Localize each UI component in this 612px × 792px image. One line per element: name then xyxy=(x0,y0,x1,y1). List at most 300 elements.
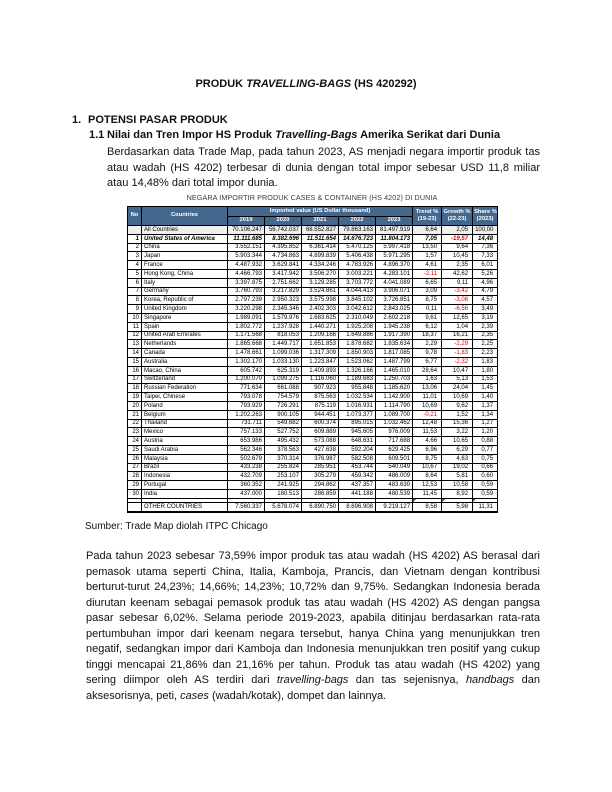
cell-country: Australia xyxy=(142,357,228,366)
cell-share: 1,37 xyxy=(473,401,498,410)
cell-year-value: 495.432 xyxy=(265,437,302,446)
section-heading xyxy=(72,114,228,126)
cell-year-value: 818.053 xyxy=(265,331,302,340)
intro-paragraph xyxy=(107,145,540,192)
cell-year-value: 437.357 xyxy=(339,481,376,490)
cell-growth: 1,04 xyxy=(442,322,473,331)
cell-year-value: 907.923 xyxy=(302,384,339,393)
italic-text-run: travelling-bags xyxy=(276,674,349,686)
cell-year-value: 875.563 xyxy=(302,393,339,402)
cell-year-value: 793.929 xyxy=(228,401,265,410)
cell-growth: 15,36 xyxy=(442,419,473,428)
table-row xyxy=(128,287,498,296)
cell-no: 22 xyxy=(128,419,142,428)
col-header-share xyxy=(473,207,498,226)
cell-year-value: 3.042.612 xyxy=(339,305,376,314)
cell-year-value: 253.107 xyxy=(265,472,302,481)
cell-year-value: 3.217.829 xyxy=(265,287,302,296)
cell-share: 0,60 xyxy=(473,472,498,481)
cell-country: Italy xyxy=(142,278,228,287)
cell-country: Macao, China xyxy=(142,366,228,375)
cell-share: 1,83 xyxy=(473,357,498,366)
cell-no xyxy=(128,503,142,512)
section-heading-label: POTENSI PASAR PRODUK xyxy=(88,114,228,126)
cell-no: 30 xyxy=(128,489,142,498)
cell-year-value: 5.971.295 xyxy=(376,252,413,261)
table-row xyxy=(128,322,498,331)
cell-year-value: 2.345.346 xyxy=(265,305,302,314)
cell-year-value: 1.032.462 xyxy=(376,419,413,428)
cell-year-value: 976.009 xyxy=(376,428,413,437)
col-header-countries: Countries xyxy=(142,207,228,226)
cell-growth: 4,63 xyxy=(442,454,473,463)
cell-year-value: 2.310.049 xyxy=(339,313,376,322)
cell-year-value: 3.220.298 xyxy=(228,305,265,314)
cell-year-value: 1.250.703 xyxy=(376,375,413,384)
cell-growth: -6,56 xyxy=(442,305,473,314)
cell-country: China xyxy=(142,243,228,252)
cell-trend: 10,69 xyxy=(413,401,442,410)
cell-year-value: 1.649.886 xyxy=(339,331,376,340)
cell-year-value: 1.116.060 xyxy=(302,375,339,384)
cell-year-value: 2.950.323 xyxy=(265,296,302,305)
cell-share: 100,00 xyxy=(473,226,498,235)
cell-year-value: 1.989.091 xyxy=(228,313,265,322)
cell-no: 2 xyxy=(128,243,142,252)
cell-year-value: 305.279 xyxy=(302,472,339,481)
table-row xyxy=(128,278,498,287)
table-row xyxy=(128,419,498,428)
cell-share: 3,49 xyxy=(473,305,498,314)
cell-year-value: 4.487.932 xyxy=(228,261,265,270)
italic-text-run: TRAVELLING-BAGS xyxy=(246,78,352,90)
cell-share: 4,96 xyxy=(473,278,498,287)
cell-growth: 10,58 xyxy=(442,481,473,490)
cell-no: 21 xyxy=(128,410,142,419)
cell-year-value: 1.683.625 xyxy=(302,313,339,322)
cell-country: Canada xyxy=(142,349,228,358)
cell-year-value: 1.523.062 xyxy=(339,357,376,366)
cell-year-value: 378.563 xyxy=(265,445,302,454)
cell-trend: 13,50 xyxy=(413,243,442,252)
cell-share: 14,48 xyxy=(473,234,498,243)
cell-year-value: 1.878.682 xyxy=(339,340,376,349)
cell-year-value: 562.346 xyxy=(228,445,265,454)
cell-year-value: 427.638 xyxy=(302,445,339,454)
table-row xyxy=(128,463,498,472)
cell-country: Belgium xyxy=(142,410,228,419)
cell-year-value: 79.863.163 xyxy=(339,226,376,235)
cell-growth: 10,65 xyxy=(442,437,473,446)
cell-year-value: 900.105 xyxy=(265,410,302,419)
cell-trend: 11,45 xyxy=(413,489,442,498)
cell-share: 0,88 xyxy=(473,437,498,446)
cell-year-value: 56.742.037 xyxy=(265,226,302,235)
table-row xyxy=(128,454,498,463)
cell-trend: 0,11 xyxy=(413,305,442,314)
text-run: Pada tahun 2023 sebesar 73,59% impor produk tas atau wadah (HS 4202) AS berasal dari pemasok utama seperti China, Italia, Kamboja, Prancis, dan Vietnam dengan kontribusi berturut-turut 24,23%; 14,66%; 14,23%; 10,72% dan 9,75%. Sedangkan Indonesia berada diurutan keenam sebagai pemasok produk tas atau wadah (HS 4202) AS dengan pangsa pasar sebesar 6,02%. Selama periode 2019-2023, apabila ditinjau berdasarkan rata-rata pertumbuhan impor dari keenam negara tersebut, hanya China yang menunjukkan tren negatif, sedangkan impor dari Kamboja dan Indonesia menunjukkan tren positif yang cukup tinggi mencapai 21,86% dan 21,16% per tahun. Produk tas atau wadah (HS 4202) yang sering diimpor oleh AS terdiri dari xyxy=(86,550,540,686)
cell-year-value: 582.508 xyxy=(339,454,376,463)
cell-year-value: 1.487.799 xyxy=(376,357,413,366)
cell-year-value: 3.552.151 xyxy=(228,243,265,252)
cell-year-value: 3.703.772 xyxy=(339,278,376,287)
cell-year-value: 437.000 xyxy=(228,489,265,498)
cell-year-value: 3.417.942 xyxy=(265,269,302,278)
cell-year-value: 1.478.661 xyxy=(228,349,265,358)
cell-year-value: 1.073.377 xyxy=(339,410,376,419)
text-run: Berdasarkan data Trade Map, pada tahun 2023, AS menjadi negara importir produk tas atau wadah (HS 4202) terbesar di dunia dengan total impor sebesar USD 11,8 miliar atau 14,48% dari total impor dunia. xyxy=(107,146,540,189)
cell-year-value: 1.237.928 xyxy=(265,322,302,331)
cell-year-value: 3.845.102 xyxy=(339,296,376,305)
cell-year-value: 453.744 xyxy=(339,463,376,472)
analysis-paragraph xyxy=(86,549,540,704)
cell-share: 0,75 xyxy=(473,454,498,463)
cell-no: 13 xyxy=(128,340,142,349)
cell-trend: 11,53 xyxy=(413,428,442,437)
cell-year-value: 1.189.683 xyxy=(339,375,376,384)
cell-year-value: 81.497.919 xyxy=(376,226,413,235)
cell-growth: 2,05 xyxy=(442,226,473,235)
cell-no: 16 xyxy=(128,366,142,375)
cell-growth: -1,83 xyxy=(442,349,473,358)
cell-country: OTHER COUNTRIES xyxy=(142,503,228,512)
cell-year-value: 376.987 xyxy=(302,454,339,463)
cell-share: 2,39 xyxy=(473,322,498,331)
cell-country: United States of America xyxy=(142,234,228,243)
cell-no: 11 xyxy=(128,322,142,331)
cell-year-value: 605.742 xyxy=(228,366,265,375)
cell-year-value: 4.395.852 xyxy=(265,243,302,252)
cell-year-value: 731.711 xyxy=(228,419,265,428)
cell-country: Thailand xyxy=(142,419,228,428)
cell-trend: 6,77 xyxy=(413,357,442,366)
cell-country: France xyxy=(142,261,228,270)
cell-no: 7 xyxy=(128,287,142,296)
cell-growth: -3,08 xyxy=(442,296,473,305)
cell-country: Russian Federation xyxy=(142,384,228,393)
import-table xyxy=(127,206,498,513)
cell-year-value: 955.848 xyxy=(339,384,376,393)
table-row xyxy=(128,503,498,512)
cell-year-value: 8.382.696 xyxy=(265,234,302,243)
cell-share: 3,19 xyxy=(473,313,498,322)
subsection-heading-label xyxy=(107,129,500,141)
cell-no: 18 xyxy=(128,384,142,393)
table-row xyxy=(128,393,498,402)
cell-no: 28 xyxy=(128,472,142,481)
cell-no: 24 xyxy=(128,437,142,446)
cell-country: Austria xyxy=(142,437,228,446)
table-row xyxy=(128,401,498,410)
cell-year-value: 1.142.900 xyxy=(376,393,413,402)
cell-no: 3 xyxy=(128,252,142,261)
text-run: Amerika Serikat dari Dunia xyxy=(357,129,501,141)
cell-year-value: 1.326.166 xyxy=(339,366,376,375)
cell-growth: 9,11 xyxy=(442,278,473,287)
cell-trend: 6,64 xyxy=(413,226,442,235)
table-row xyxy=(128,481,498,490)
text-run: dan tas sejenisnya, xyxy=(348,674,466,686)
cell-country: Indonesia xyxy=(142,472,228,481)
cell-trend: 8,58 xyxy=(413,503,442,512)
table-row xyxy=(128,269,498,278)
cell-growth: 16,21 xyxy=(442,331,473,340)
cell-trend: 8,75 xyxy=(413,296,442,305)
cell-year-value: 4.044.413 xyxy=(339,287,376,296)
cell-no: 4 xyxy=(128,261,142,270)
cell-growth: 6,29 xyxy=(442,445,473,454)
cell-year-value: 3.397.875 xyxy=(228,278,265,287)
cell-share: 1,34 xyxy=(473,410,498,419)
cell-growth: 2,35 xyxy=(442,261,473,270)
cell-year-value: 3.726.851 xyxy=(376,296,413,305)
col-header-year: 2022 xyxy=(339,217,376,226)
cell-growth: 10,45 xyxy=(442,252,473,261)
cell-share: 7,33 xyxy=(473,252,498,261)
import-table-head xyxy=(128,207,498,226)
cell-year-value: 1.817.085 xyxy=(376,349,413,358)
cell-no: 14 xyxy=(128,349,142,358)
cell-growth: 42,62 xyxy=(442,269,473,278)
text-run: Nilai dan Tren Impor HS Produk xyxy=(107,129,276,141)
cell-year-value: 1.440.271 xyxy=(302,322,339,331)
cell-year-value: 432.709 xyxy=(228,472,265,481)
cell-growth: 10,47 xyxy=(442,366,473,375)
cell-year-value: 5.470.125 xyxy=(339,243,376,252)
cell-trend: 1,63 xyxy=(413,375,442,384)
cell-no: 12 xyxy=(128,331,142,340)
cell-year-value: 4.899.839 xyxy=(302,252,339,261)
cell-year-value: 2.402.303 xyxy=(302,305,339,314)
cell-year-value: 3.906.071 xyxy=(376,287,413,296)
cell-share: 4,79 xyxy=(473,287,498,296)
cell-year-value: 754.579 xyxy=(265,393,302,402)
cell-year-value: 609.501 xyxy=(376,454,413,463)
italic-text-run: Travelling-Bags xyxy=(275,129,358,141)
cell-share: 6,01 xyxy=(473,261,498,270)
cell-growth: -19,57 xyxy=(442,234,473,243)
header-line: (22-23) xyxy=(447,216,467,222)
col-header-trend xyxy=(413,207,442,226)
table-row xyxy=(128,472,498,481)
table-row xyxy=(128,349,498,358)
text-run: (HS 420292) xyxy=(351,78,417,90)
cell-year-value: 793.078 xyxy=(228,393,265,402)
cell-year-value: 3.129.285 xyxy=(302,278,339,287)
cell-year-value: 1.802.772 xyxy=(228,322,265,331)
table-row xyxy=(128,384,498,393)
cell-no: 19 xyxy=(128,393,142,402)
cell-year-value: 486.009 xyxy=(376,472,413,481)
table-row xyxy=(128,313,498,322)
col-header-year: 2019 xyxy=(228,217,265,226)
cell-year-value: 945.605 xyxy=(339,428,376,437)
table-row xyxy=(128,357,498,366)
cell-no: 8 xyxy=(128,296,142,305)
cell-year-value: 875.119 xyxy=(302,401,339,410)
cell-year-value: 68.552.827 xyxy=(302,226,339,235)
cell-no: 17 xyxy=(128,375,142,384)
cell-trend: 6,12 xyxy=(413,322,442,331)
cell-share: 2,25 xyxy=(473,340,498,349)
cell-year-value: 1.033.130 xyxy=(265,357,302,366)
cell-year-value: 3.003.221 xyxy=(339,269,376,278)
cell-no: 9 xyxy=(128,305,142,314)
cell-growth: 8,92 xyxy=(442,489,473,498)
table-row xyxy=(128,410,498,419)
cell-no: 10 xyxy=(128,313,142,322)
cell-growth: 24,04 xyxy=(442,384,473,393)
cell-no: 27 xyxy=(128,463,142,472)
cell-year-value: 1.917.390 xyxy=(376,331,413,340)
cell-year-value: 1.223.847 xyxy=(302,357,339,366)
cell-year-value: 8.696.908 xyxy=(339,503,376,512)
table-row xyxy=(128,366,498,375)
cell-share: 4,57 xyxy=(473,296,498,305)
header-line: Share % xyxy=(474,208,497,215)
cell-year-value: 4.896.370 xyxy=(376,261,413,270)
header-line: Growth % xyxy=(443,208,471,215)
cell-year-value: 294.862 xyxy=(302,481,339,490)
cell-year-value: 1.317.309 xyxy=(302,349,339,358)
cell-year-value: 1.099.275 xyxy=(265,375,302,384)
page-title xyxy=(0,78,612,90)
cell-year-value: 3.575.998 xyxy=(302,296,339,305)
cell-trend: 9,61 xyxy=(413,313,442,322)
cell-country: All Countries xyxy=(142,226,228,235)
cell-year-value: 1.202.263 xyxy=(228,410,265,419)
cell-year-value: 1.651.853 xyxy=(302,340,339,349)
cell-year-value: 5.678.074 xyxy=(265,503,302,512)
cell-year-value: 11.804.173 xyxy=(376,234,413,243)
cell-year-value: 241.925 xyxy=(265,481,302,490)
cell-year-value: 2.751.662 xyxy=(265,278,302,287)
cell-share: 0,77 xyxy=(473,445,498,454)
subsection-heading xyxy=(89,129,500,141)
cell-year-value: 9.219.127 xyxy=(376,503,413,512)
cell-year-value: 648.631 xyxy=(339,437,376,446)
italic-text-run: handbags xyxy=(465,674,515,686)
cell-year-value: 1.449.717 xyxy=(265,340,302,349)
cell-year-value: 480.539 xyxy=(376,489,413,498)
cell-country: Taipei, Chinese xyxy=(142,393,228,402)
cell-trend: -2,11 xyxy=(413,269,442,278)
cell-year-value: 757.133 xyxy=(228,428,265,437)
table-row xyxy=(128,331,498,340)
text-run: PRODUK xyxy=(195,78,247,90)
cell-no: 25 xyxy=(128,445,142,454)
cell-share: 1,45 xyxy=(473,384,498,393)
cell-no: 6 xyxy=(128,278,142,287)
cell-growth: -2,29 xyxy=(442,340,473,349)
cell-year-value: 1.089.700 xyxy=(376,410,413,419)
cell-trend: 8,75 xyxy=(413,454,442,463)
cell-year-value: 653.986 xyxy=(228,437,265,446)
cell-growth: 5,13 xyxy=(442,375,473,384)
cell-share: 7,36 xyxy=(473,243,498,252)
cell-year-value: 3.629.841 xyxy=(265,261,302,270)
cell-year-value: 459.342 xyxy=(339,472,376,481)
cell-year-value: 661.088 xyxy=(265,384,302,393)
cell-no xyxy=(128,226,142,235)
cell-trend: 13,06 xyxy=(413,384,442,393)
cell-year-value: 1.945.238 xyxy=(376,322,413,331)
cell-year-value: 483.630 xyxy=(376,481,413,490)
cell-growth: 9,62 xyxy=(442,401,473,410)
cell-year-value: 502.679 xyxy=(228,454,265,463)
import-table-body xyxy=(128,226,498,512)
cell-share: 1,80 xyxy=(473,366,498,375)
cell-year-value: 4.466.793 xyxy=(228,269,265,278)
cell-year-value: 573.088 xyxy=(302,437,339,446)
cell-country: India xyxy=(142,489,228,498)
cell-year-value: 441.188 xyxy=(339,489,376,498)
cell-year-value: 4.041.089 xyxy=(376,278,413,287)
cell-country: United Arab Emirates xyxy=(142,331,228,340)
cell-year-value: 609.889 xyxy=(302,428,339,437)
subsection-number: 1.1 xyxy=(89,129,105,141)
cell-year-value: 180.513 xyxy=(265,489,302,498)
cell-year-value: 527.752 xyxy=(265,428,302,437)
cell-share: 2,35 xyxy=(473,331,498,340)
cell-country: Singapore xyxy=(142,313,228,322)
table-row xyxy=(128,261,498,270)
cell-trend: 4,61 xyxy=(413,261,442,270)
cell-trend: 11,01 xyxy=(413,393,442,402)
cell-year-value: 1.409.893 xyxy=(302,366,339,375)
table-row xyxy=(128,375,498,384)
cell-year-value: 2.797.239 xyxy=(228,296,265,305)
cell-year-value: 4.783.926 xyxy=(339,261,376,270)
cell-country: Portugal xyxy=(142,481,228,490)
cell-year-value: 771.634 xyxy=(228,384,265,393)
cell-year-value: 1.114.790 xyxy=(376,401,413,410)
col-header-no: No xyxy=(128,207,142,226)
cell-country: Brazil xyxy=(142,463,228,472)
cell-year-value: 2.843.025 xyxy=(376,305,413,314)
cell-year-value: 726.291 xyxy=(265,401,302,410)
cell-share: 1,27 xyxy=(473,419,498,428)
cell-year-value: 14.676.723 xyxy=(339,234,376,243)
cell-year-value: 625.319 xyxy=(265,366,302,375)
cell-no: 1 xyxy=(128,234,142,243)
cell-year-value: 629.425 xyxy=(376,445,413,454)
source-note: Sumber: Trade Map diolah ITPC Chicago xyxy=(85,521,268,532)
cell-growth: 9,64 xyxy=(442,243,473,252)
cell-share: 1,53 xyxy=(473,375,498,384)
cell-year-value: 549.682 xyxy=(265,419,302,428)
cell-year-value: 70.106.247 xyxy=(228,226,265,235)
cell-trend: 9,78 xyxy=(413,349,442,358)
cell-trend: 2,29 xyxy=(413,340,442,349)
cell-year-value: 7.560.337 xyxy=(228,503,265,512)
cell-year-value: 1.835.634 xyxy=(376,340,413,349)
cell-year-value: 433.238 xyxy=(228,463,265,472)
cell-no: 20 xyxy=(128,401,142,410)
cell-trend: 10,67 xyxy=(413,463,442,472)
header-line: Trend % xyxy=(415,208,439,215)
cell-trend: 4,66 xyxy=(413,437,442,446)
col-header-year: 2020 xyxy=(265,217,302,226)
cell-year-value: 1.099.036 xyxy=(265,349,302,358)
cell-year-value: 286.859 xyxy=(302,489,339,498)
cell-year-value: 1.925.208 xyxy=(339,322,376,331)
cell-year-value: 895.015 xyxy=(339,419,376,428)
cell-year-value: 6.890.750 xyxy=(302,503,339,512)
table-row xyxy=(128,296,498,305)
cell-country: Mexico xyxy=(142,428,228,437)
cell-country: Spain xyxy=(142,322,228,331)
